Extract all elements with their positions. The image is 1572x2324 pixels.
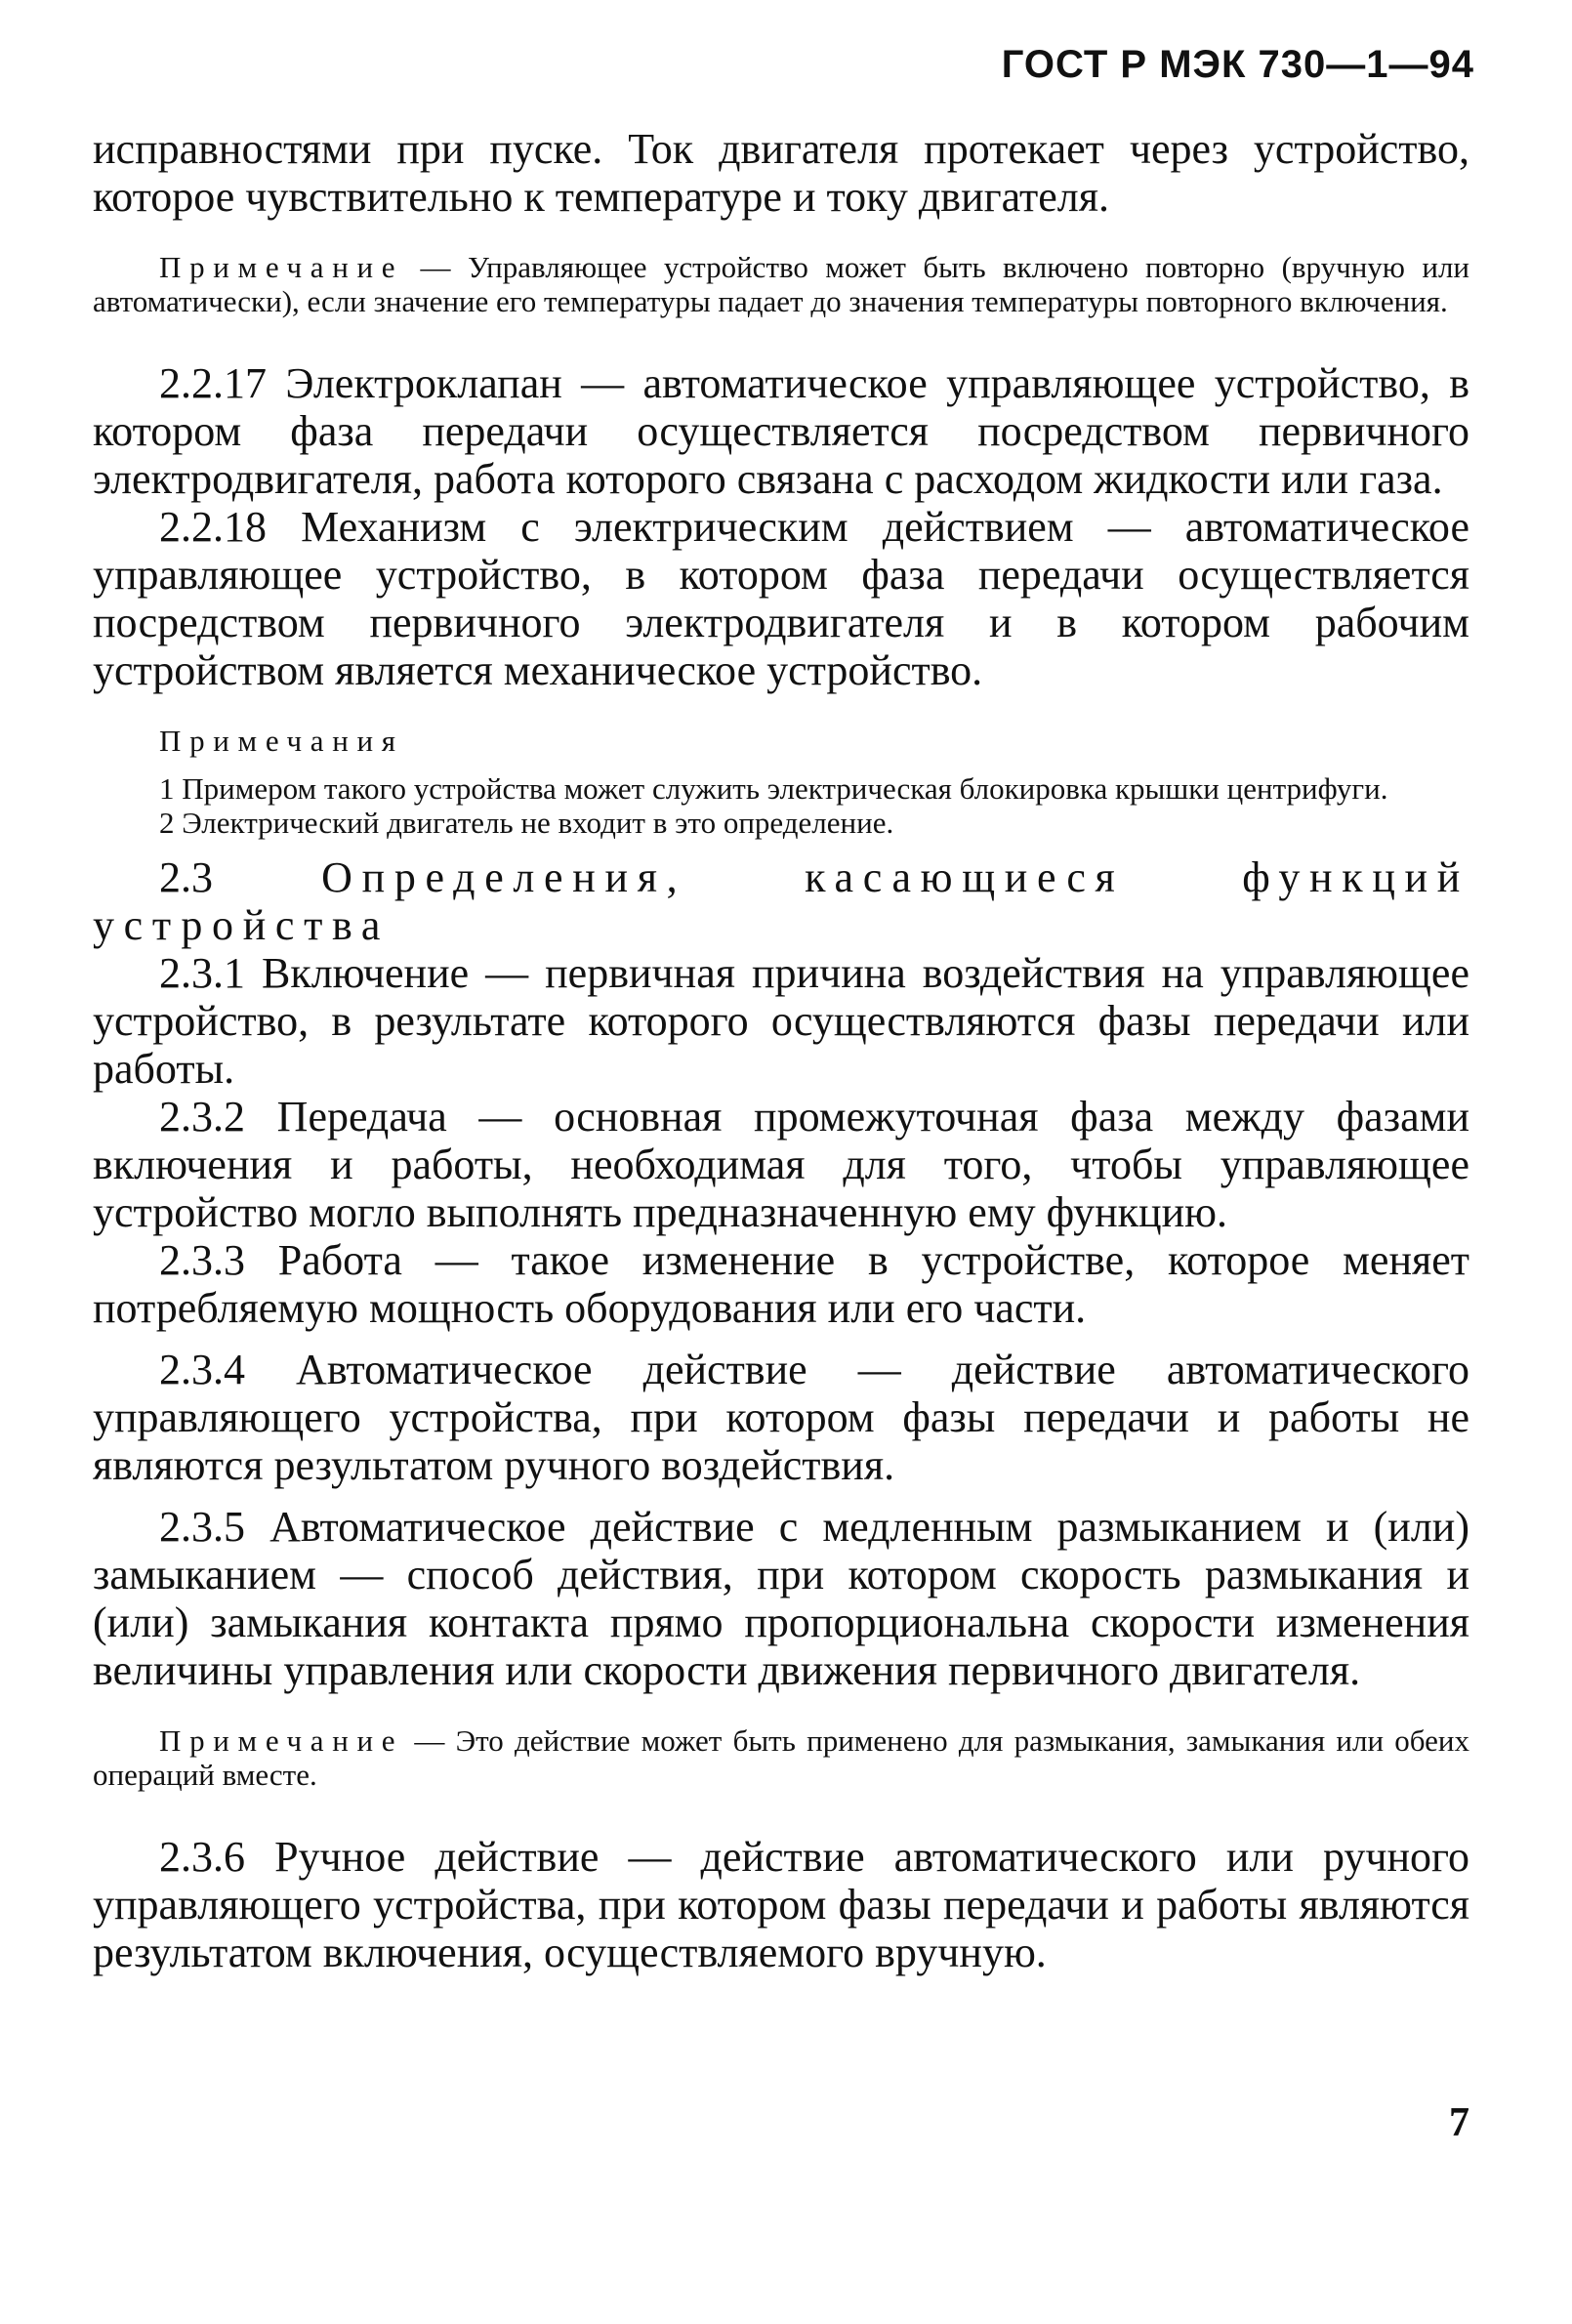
section-title: Определения, касающиеся функций устройства — [93, 853, 1470, 949]
paragraph-continuation: исправностями при пуске. Ток двигателя протекает через устройство, которое чувствительно к температуре и току двигателя. — [93, 125, 1469, 221]
notes-heading: Примечания — [159, 724, 404, 758]
document-header: ГОСТ Р МЭК 730—1—94 — [1001, 43, 1474, 86]
note-label: Примечание — [159, 1723, 404, 1758]
note-block — [93, 250, 1469, 318]
section-number: 2.3 — [159, 853, 213, 901]
section-heading-2-3 — [93, 853, 1469, 949]
note-text: — Это действие может быть применено для размыкания, замыкания или обеих операций вместе. — [93, 1723, 1469, 1792]
paragraph-2-3-5: 2.3.5 Автоматическое действие с медленным размыканием и (или) замыканием — способ действия, при котором скорость размыкания и (или) замыкания контакта прямо пропорциональна скорости изменения величины управления или скорости движения первичного двигателя. — [93, 1503, 1469, 1694]
note-block — [93, 1723, 1469, 1792]
paragraph-2-3-3: 2.3.3 Работа — такое изменение в устройстве, которое меняет потребляемую мощность оборудования или его части. — [93, 1236, 1469, 1332]
paragraph-2-3-1: 2.3.1 Включение — первичная причина воздействия на управляющее устройство, в результате которого осуществляются фазы передачи или работы. — [93, 949, 1469, 1093]
paragraph-2-2-17: 2.2.17 Электроклапан — автоматическое управляющее устройство, в котором фаза передачи осуществляется посредством первичного электродвигателя, работа которого связана с расходом жидкости или газа. — [93, 359, 1469, 503]
note-text: — Управляющее устройство может быть включено повторно (вручную или автоматически), если значение его температуры падает до значения температуры повторного включения. — [93, 250, 1469, 318]
paragraph-2-3-2: 2.3.2 Передача — основная промежуточная фаза между фазами включения и работы, необходимая для того, чтобы управляющее устройство могло выполнять предназначенную ему функцию. — [93, 1093, 1469, 1236]
note-item-2: 2 Электрический двигатель не входит в это определение. — [159, 806, 894, 840]
page-number: 7 — [1449, 2100, 1469, 2145]
note-label: Примечание — [159, 250, 404, 284]
paragraph-2-3-4: 2.3.4 Автоматическое действие — действие автоматического управляющего устройства, при котором фазы передачи и работы не являются результатом ручного воздействия. — [93, 1346, 1469, 1489]
paragraph-2-2-18: 2.2.18 Механизм с электрическим действием — автоматическое управляющее устройство, в котором фаза передачи осуществляется посредством первичного электродвигателя и в котором рабочим устройством является механическое устройство. — [93, 503, 1469, 694]
note-item-1: 1 Примером такого устройства может служить электрическая блокировка крышки центрифуги. — [159, 771, 1388, 806]
page-body — [93, 125, 1469, 1976]
paragraph-2-3-6: 2.3.6 Ручное действие — действие автоматического или ручного управляющего устройства, при котором фазы передачи и работы являются результатом включения, осуществляемого вручную. — [93, 1833, 1469, 1976]
